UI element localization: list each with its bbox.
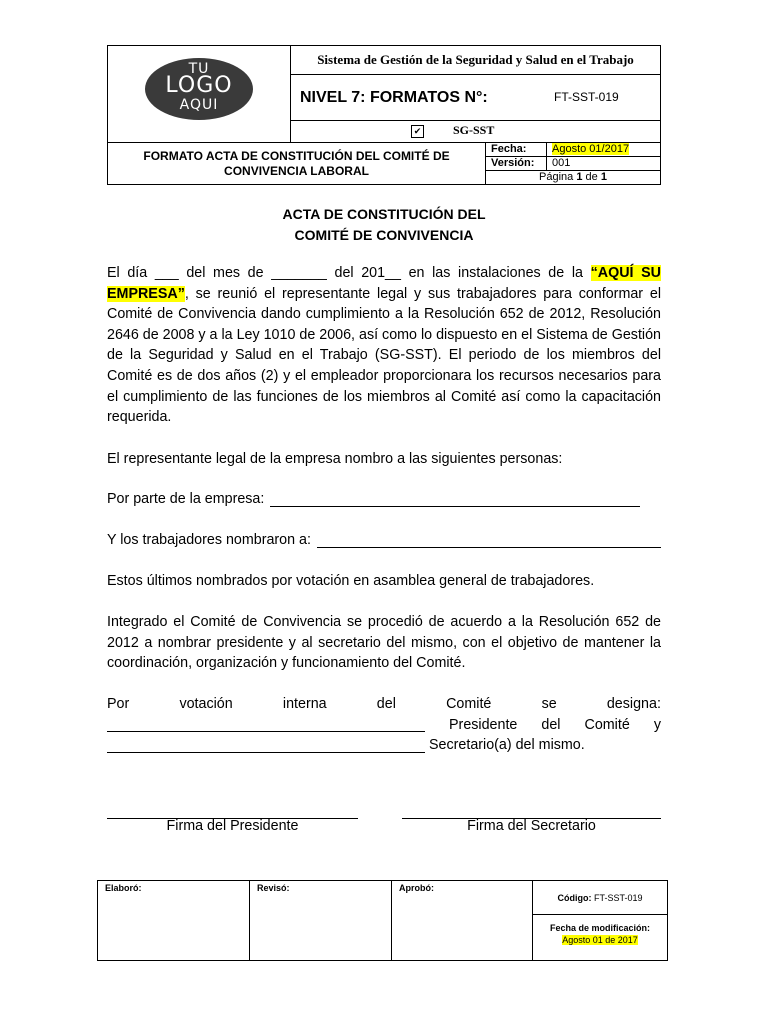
format-code: FT-SST-019 — [554, 90, 619, 104]
meta-block — [486, 143, 660, 184]
code-cell — [533, 881, 667, 960]
version-value: 001 — [552, 157, 571, 169]
document-title — [107, 204, 661, 246]
reviso-cell[interactable] — [250, 881, 392, 960]
secretary-name-blank[interactable] — [107, 738, 425, 753]
codigo-row — [533, 881, 667, 915]
president-signature-label: Firma del Presidente — [166, 818, 299, 834]
designation-word: del — [376, 696, 396, 712]
document-title-line2: COMITÉ DE CONVIVENCIA — [294, 227, 474, 243]
pagina-row — [486, 171, 660, 185]
worker-reps-line — [107, 530, 661, 551]
logo-text-line1: TU — [188, 61, 210, 77]
company-logo-placeholder — [145, 58, 253, 120]
fecha-value: Agosto 01/2017 — [552, 143, 630, 155]
checkbox-icon[interactable]: ✔ — [411, 125, 424, 138]
aprobo-cell[interactable] — [392, 881, 533, 960]
format-title — [108, 143, 486, 184]
codigo-label: Código: — [557, 892, 592, 903]
worker-reps-label: Y los trabajadores nombraron a: — [107, 532, 315, 548]
company-reps-blank[interactable] — [270, 492, 640, 507]
aprobo-label: Aprobó: — [399, 883, 434, 893]
designation-word: y — [653, 716, 661, 733]
version-label: Versión: — [491, 157, 535, 169]
modification-date — [533, 922, 667, 946]
meta-divider — [546, 143, 547, 156]
document-header-table — [107, 45, 661, 185]
pagina-mid: de — [582, 171, 601, 183]
designation-word: Por — [107, 696, 130, 712]
designation-line2 — [107, 715, 661, 736]
company-reps-label: Por parte de la empresa: — [107, 491, 269, 507]
designation-word: Presidente — [449, 716, 518, 733]
system-title: Sistema de Gestión de la Seguridad y Salud en el Trabajo — [291, 46, 660, 75]
fecha-mod-label: Fecha de modificación: — [549, 923, 651, 933]
fecha-mod-value: Agosto 01 de 2017 — [562, 935, 638, 945]
designation-word: del — [541, 716, 561, 733]
paragraph-integration: Integrado el Comité de Convivencia se procedió de acuerdo a la Resolución 652 de 2012 a nombrar presidente y al secretario del mismo, con el objetivo de mantener la coordinación, organización y funcionamiento del Comité. — [107, 614, 661, 672]
secretary-signature-label: Firma del Secretario — [467, 818, 596, 834]
logo-text-line3: AQUI — [179, 97, 219, 113]
reviso-label: Revisó: — [257, 883, 290, 893]
pagina-prefix: Página — [539, 171, 577, 183]
designation-word: interna — [282, 696, 327, 712]
nivel-label: NIVEL 7: FORMATOS N°: — [300, 89, 488, 106]
intro-text-b: , se reunió el representante legal y sus trabajadores para conformar el Comité de Convivencia dando cumplimiento a la Resolución 652 de 2012, Resolución 2646 de 2008 y a la Ley 1010 de 2006, así como lo dispuesto en el Sistema de Gestión de la Seguridad y Salud en el Trabajo (SG-SST). El periodo de los miembros del Comité es de dos años (2) y el empleador proporcionara los recursos necesarios para el cumplimiento de las funciones de los miembros al Comité así como la capacitación requerida. — [107, 285, 661, 426]
logo-text-line2: LOGO — [165, 73, 233, 98]
footer-approval-table — [97, 880, 668, 961]
company-placeholder: “AQUÍ SU EMPRESA” — [107, 265, 661, 302]
document-title-line1: ACTA DE CONSTITUCIÓN DEL — [282, 206, 486, 222]
designation-word: Comité — [584, 716, 630, 733]
sgsst-row — [291, 121, 660, 143]
paragraph-voting: Estos últimos nombrados por votación en asamblea general de trabajadores. — [107, 573, 595, 589]
sgsst-label: SG-SST — [453, 123, 495, 137]
designation-word: votación — [179, 696, 233, 712]
fecha-label: Fecha: — [491, 143, 527, 155]
designation-line1 — [107, 694, 661, 715]
fecha-row — [486, 143, 660, 157]
version-row — [486, 157, 660, 171]
president-name-blank[interactable] — [107, 717, 425, 732]
designation-word: Comité — [446, 696, 492, 712]
codigo-value: FT-SST-019 — [591, 892, 643, 903]
paragraph-appointees: El representante legal de la empresa nombro a las siguientes personas: — [107, 451, 563, 467]
worker-reps-blank[interactable] — [317, 533, 661, 548]
elaboro-label: Elaboró: — [105, 883, 142, 893]
intro-text-a: El día ___ del mes de _______ del 201__ en las instalaciones de la — [107, 265, 591, 281]
paragraph-designation — [107, 694, 661, 756]
company-reps-line — [107, 489, 661, 510]
designation-secretary-text: Secretario(a) del mismo. — [429, 737, 585, 754]
designation-word: se — [541, 696, 557, 712]
format-title-line1: FORMATO ACTA DE CONSTITUCIÓN DEL COMITÉ DE — [143, 148, 450, 163]
meta-divider — [546, 157, 547, 170]
format-title-line2: CONVIVENCIA LABORAL — [224, 163, 369, 178]
pagina-total: 1 — [600, 171, 607, 183]
elaboro-cell[interactable] — [98, 881, 250, 960]
designation-word: designa: — [606, 696, 661, 712]
pagina-num: 1 — [576, 171, 583, 183]
nivel-row — [291, 75, 660, 121]
paragraph-intro — [107, 263, 661, 428]
logo-cell — [108, 46, 291, 143]
designation-line3 — [107, 735, 661, 756]
